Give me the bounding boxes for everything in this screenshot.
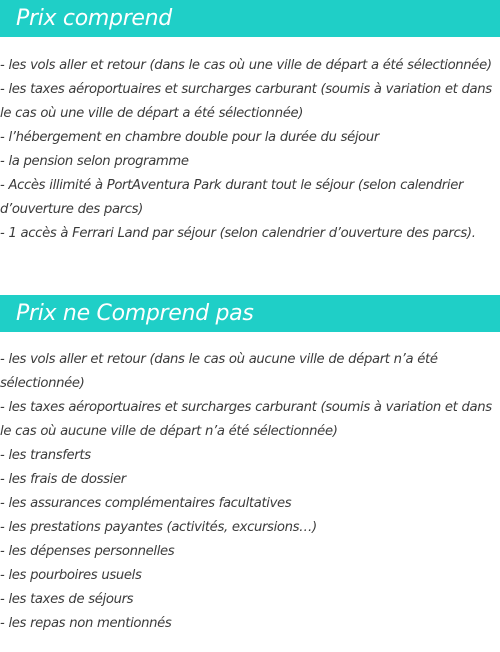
list-item: - les taxes de séjours [0, 592, 134, 607]
not-included-list [0, 348, 496, 636]
list-item: - les dépenses personnelles [0, 544, 175, 559]
list-item: - Accès illimité à PortAventura Park durant tout le séjour (selon calendrier d’ouverture des parcs) [0, 178, 464, 217]
not-included-header [0, 295, 500, 332]
list-item: - les pourboires usuels [0, 568, 142, 583]
list-item: - 1 accès à Ferrari Land par séjour (selon calendrier d’ouverture des parcs). [0, 226, 476, 241]
list-item: - les taxes aéroportuaires et surcharges carburant (soumis à variation et dans le cas où aucune ville de départ n’a été sélectionnée) [0, 400, 492, 439]
included-title: Prix comprend [16, 6, 172, 31]
list-item: - les transferts [0, 448, 91, 463]
included-header [0, 0, 500, 37]
list-item: - les prestations payantes (activités, excursions…) [0, 520, 317, 535]
list-item: - les assurances complémentaires facultatives [0, 496, 292, 511]
included-list [0, 54, 496, 246]
list-item: - les vols aller et retour (dans le cas où aucune ville de départ n’a été sélectionnée) [0, 352, 438, 391]
list-item: - la pension selon programme [0, 154, 189, 169]
list-item: - les repas non mentionnés [0, 616, 172, 631]
list-item: - les frais de dossier [0, 472, 126, 487]
list-item: - les taxes aéroportuaires et surcharges carburant (soumis à variation et dans le cas où une ville de départ a été sélectionnée) [0, 82, 492, 121]
list-item: - l’hébergement en chambre double pour la durée du séjour [0, 130, 379, 145]
not-included-title: Prix ne Comprend pas [16, 301, 254, 326]
list-item: - les vols aller et retour (dans le cas où une ville de départ a été sélectionnée) [0, 58, 492, 73]
